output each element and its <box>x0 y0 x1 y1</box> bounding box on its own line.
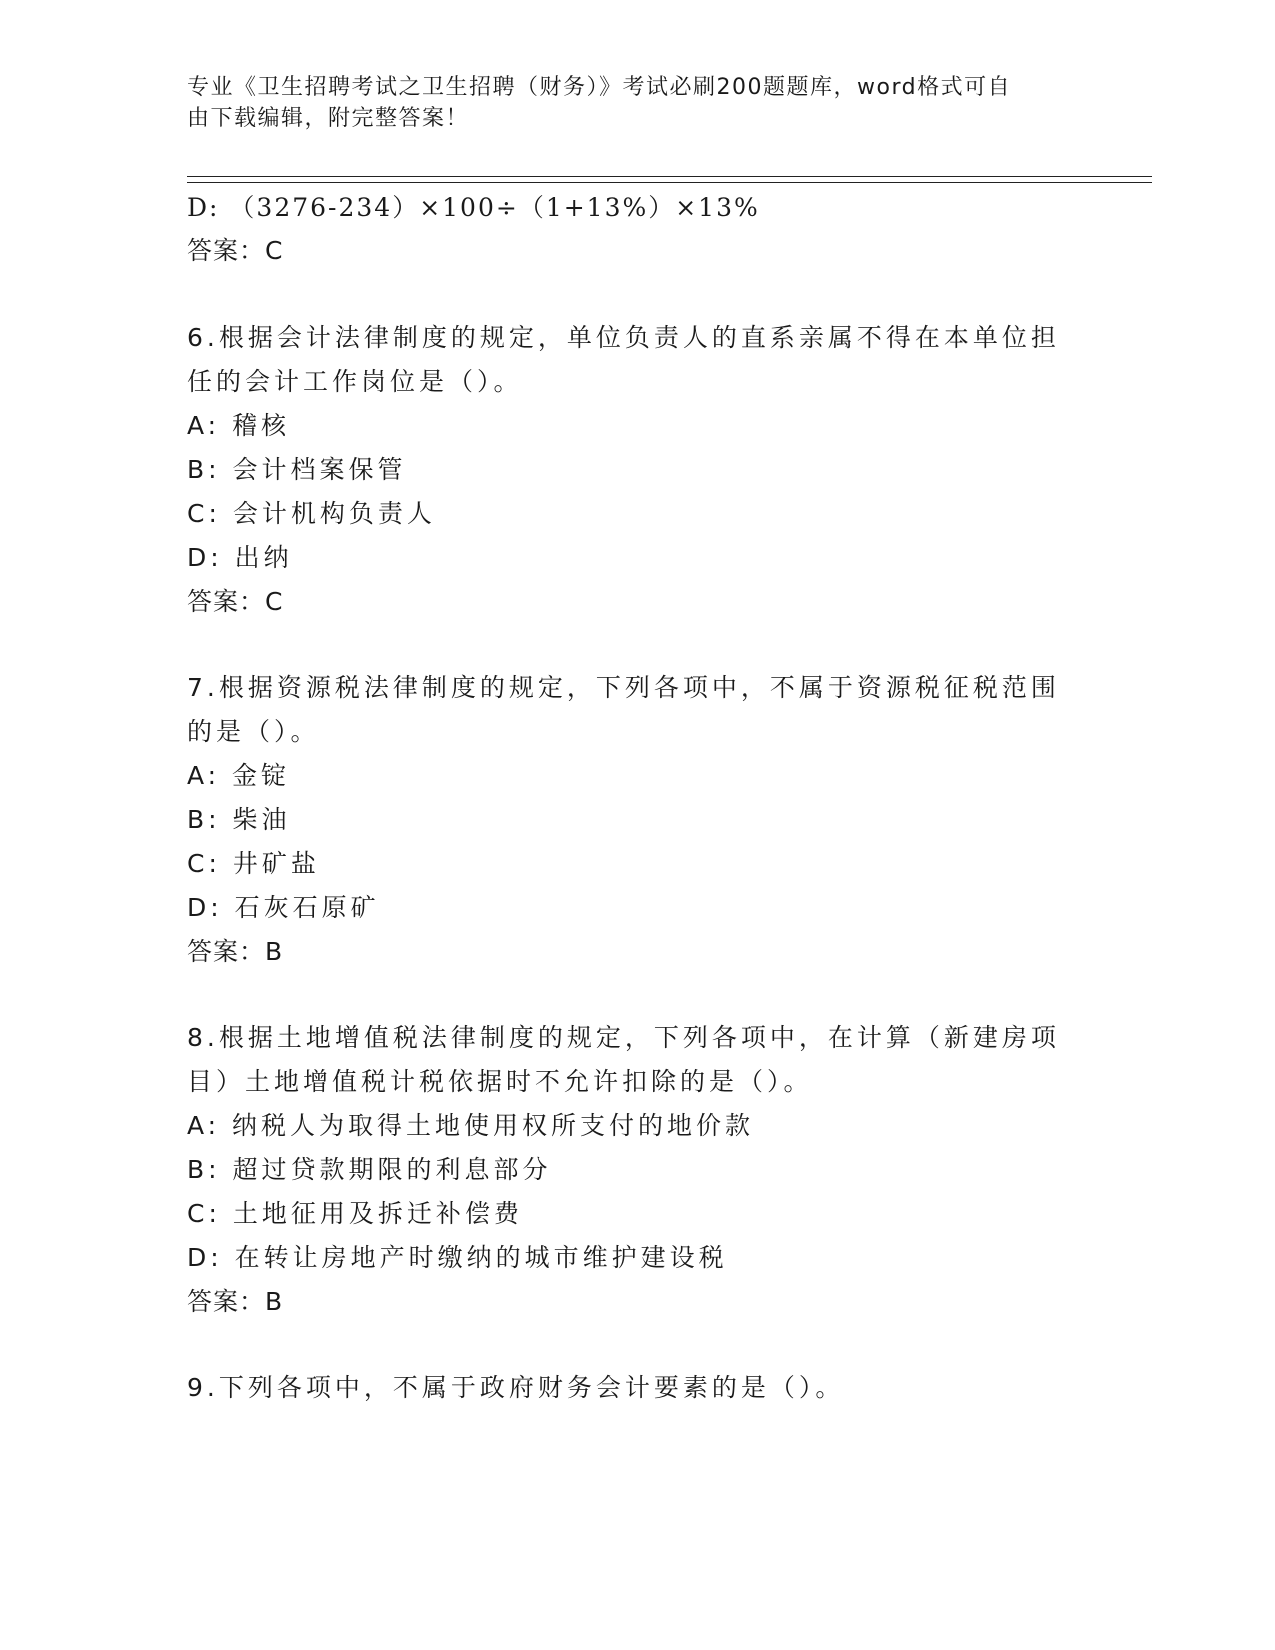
q6-option-b: B: 会计档案保管 <box>187 455 407 484</box>
q7-stem-line-2: 的是（）。 <box>187 717 320 746</box>
q8-stem-line-2: 目）土地增值税计税依据时不允许扣除的是（）。 <box>187 1067 813 1096</box>
q6-stem-line-1: 6.根据会计法律制度的规定，单位负责人的直系亲属不得在本单位担 <box>187 323 1060 352</box>
header-divider-top <box>187 176 1152 177</box>
prev-answer: 答案：C <box>187 236 284 265</box>
q7-option-c: C: 井矿盐 <box>187 849 320 878</box>
q8-stem-line-1: 8.根据土地增值税法律制度的规定，下列各项中，在计算（新建房项 <box>187 1023 1060 1052</box>
q6-option-a: A: 稽核 <box>187 411 291 440</box>
q8-option-d: D: 在转让房地产时缴纳的城市维护建设税 <box>187 1243 728 1272</box>
q9-stem-line-1: 9.下列各项中，不属于政府财务会计要素的是（）。 <box>187 1373 845 1402</box>
document-header <box>187 72 1067 134</box>
q8-option-a: A: 纳税人为取得土地使用权所支付的地价款 <box>187 1111 755 1140</box>
q6-option-c: C: 会计机构负责人 <box>187 499 436 528</box>
q7-stem-line-1: 7.根据资源税法律制度的规定，下列各项中，不属于资源税征税范围 <box>187 673 1060 702</box>
header-line-2: 由下载编辑，附完整答案！ <box>187 106 470 131</box>
q7-option-d: D: 石灰石原矿 <box>187 893 380 922</box>
q7-answer: 答案：B <box>187 937 284 966</box>
q6-stem-line-2: 任的会计工作岗位是（）。 <box>187 367 523 396</box>
q8-option-c: C: 土地征用及拆迁补偿费 <box>187 1199 523 1228</box>
q7-option-b: B: 柴油 <box>187 805 291 834</box>
q8-answer: 答案：B <box>187 1287 284 1316</box>
prev-option-d: D: （3276-234）×100÷（1+13%）×13% <box>187 193 760 222</box>
q6-option-d: D: 出纳 <box>187 543 293 572</box>
header-divider-bottom <box>187 182 1152 183</box>
q8-option-b: B: 超过贷款期限的利息部分 <box>187 1155 552 1184</box>
q7-option-a: A: 金锭 <box>187 761 291 790</box>
header-line-1: 专业《卫生招聘考试之卫生招聘（财务）》考试必刷200题题库，word格式可自 <box>187 75 1012 100</box>
q6-answer: 答案：C <box>187 587 284 616</box>
